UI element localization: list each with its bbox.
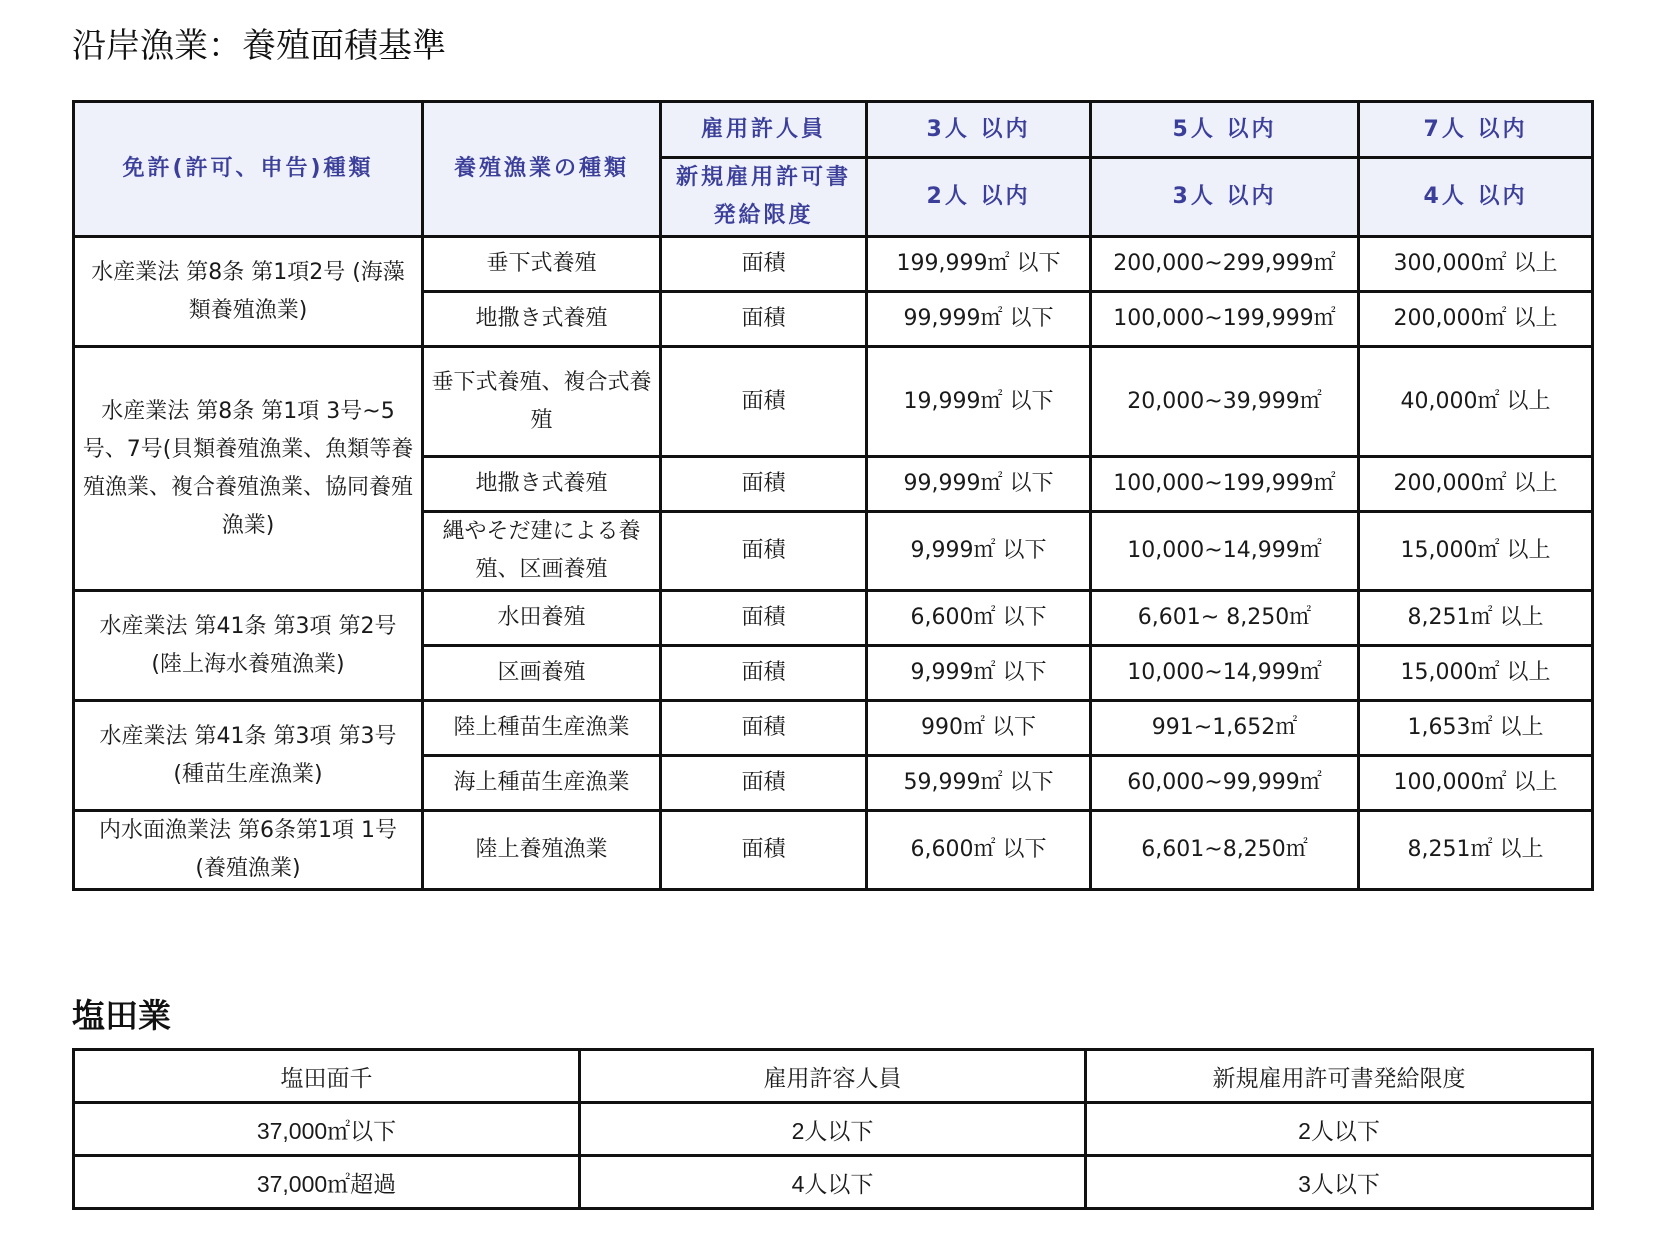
tier2-value: 6,601~8,250㎡: [1091, 811, 1359, 890]
header-employ-limit: 雇用許人員: [661, 102, 867, 158]
type-cell: 地撒き式養殖: [423, 292, 661, 347]
tier1-value: 6,600㎡ 以下: [867, 811, 1091, 890]
header-tier3-employ: 7人 以内: [1359, 102, 1593, 158]
type-cell: 縄やそだ建による養殖、区画養殖: [423, 512, 661, 591]
type-cell: 海上種苗生産漁業: [423, 756, 661, 811]
tier2-value: 100,000~199,999㎡: [1091, 292, 1359, 347]
type-cell: 垂下式養殖: [423, 237, 661, 292]
area-cell: 37,000㎡超過: [74, 1156, 580, 1209]
tier2-value: 200,000~299,999㎡: [1091, 237, 1359, 292]
table-row: [74, 237, 1593, 292]
license-cell: 水産業法 第8条 第1項 3号~5号、7号(貝類養殖漁業、魚類等養殖漁業、複合養殖漁業、協同養殖漁業): [74, 347, 423, 591]
new-permit-cell: 2人以下: [1086, 1103, 1593, 1156]
header-license-type: 免許(許可、申告)種類: [74, 102, 423, 237]
measure-cell: 面積: [661, 237, 867, 292]
measure-cell: 面積: [661, 457, 867, 512]
tier1-value: 990㎡ 以下: [867, 701, 1091, 756]
type-cell: 地撒き式養殖: [423, 457, 661, 512]
type-cell: 水田養殖: [423, 591, 661, 646]
tier2-value: 6,601~ 8,250㎡: [1091, 591, 1359, 646]
section-title-salt-field: 塩田業: [72, 996, 171, 1035]
new-permit-cell: 3人以下: [1086, 1156, 1593, 1209]
tier3-value: 1,653㎡ 以上: [1359, 701, 1593, 756]
tier3-value: 15,000㎡ 以上: [1359, 646, 1593, 701]
tier3-value: 200,000㎡ 以上: [1359, 457, 1593, 512]
header-tier2-employ: 5人 以内: [1091, 102, 1359, 158]
measure-cell: 面積: [661, 512, 867, 591]
table-row: [74, 701, 1593, 756]
employ-cell: 4人以下: [580, 1156, 1086, 1209]
header-new-permit-limit: 新規雇用許可書発給限度: [1086, 1050, 1593, 1103]
table-row: [74, 1103, 1593, 1156]
tier1-value: 59,999㎡ 以下: [867, 756, 1091, 811]
header-tier1-employ: 3人 以内: [867, 102, 1091, 158]
area-cell: 37,000㎡以下: [74, 1103, 580, 1156]
employ-cell: 2人以下: [580, 1103, 1086, 1156]
tier2-value: 20,000~39,999㎡: [1091, 347, 1359, 457]
measure-cell: 面積: [661, 646, 867, 701]
header-employ-allowed: 雇用許容人員: [580, 1050, 1086, 1103]
table-row: [74, 591, 1593, 646]
tier3-value: 200,000㎡ 以上: [1359, 292, 1593, 347]
measure-cell: 面積: [661, 347, 867, 457]
tier2-value: 991~1,652㎡: [1091, 701, 1359, 756]
aquaculture-area-table: [72, 100, 1594, 891]
type-cell: 陸上種苗生産漁業: [423, 701, 661, 756]
license-cell: 水産業法 第41条 第3項 第3号 (種苗生産漁業): [74, 701, 423, 811]
type-cell: 垂下式養殖、複合式養殖: [423, 347, 661, 457]
tier3-value: 15,000㎡ 以上: [1359, 512, 1593, 591]
tier1-value: 199,999㎡ 以下: [867, 237, 1091, 292]
header-aquaculture-type: 養殖漁業の種類: [423, 102, 661, 237]
measure-cell: 面積: [661, 591, 867, 646]
salt-field-table: [72, 1048, 1594, 1210]
tier2-value: 10,000~14,999㎡: [1091, 512, 1359, 591]
tier1-value: 9,999㎡ 以下: [867, 512, 1091, 591]
tier3-value: 300,000㎡ 以上: [1359, 237, 1593, 292]
header-tier2-new: 3人 以内: [1091, 158, 1359, 237]
tier1-value: 6,600㎡ 以下: [867, 591, 1091, 646]
tier3-value: 100,000㎡ 以上: [1359, 756, 1593, 811]
tier3-value: 8,251㎡ 以上: [1359, 591, 1593, 646]
tier2-value: 100,000~199,999㎡: [1091, 457, 1359, 512]
tier3-value: 8,251㎡ 以上: [1359, 811, 1593, 890]
type-cell: 陸上養殖漁業: [423, 811, 661, 890]
tier2-value: 10,000~14,999㎡: [1091, 646, 1359, 701]
tier2-value: 60,000~99,999㎡: [1091, 756, 1359, 811]
table-row: [74, 811, 1593, 890]
table-row: [74, 347, 1593, 457]
license-cell: 水産業法 第41条 第3項 第2号 (陸上海水養殖漁業): [74, 591, 423, 701]
table-header-row: [74, 1050, 1593, 1103]
license-cell: 水産業法 第8条 第1項2号 (海藻類養殖漁業): [74, 237, 423, 347]
table-row: [74, 1156, 1593, 1209]
header-new-permit-limit: 新規雇用許可書発給限度: [661, 158, 867, 237]
measure-cell: 面積: [661, 756, 867, 811]
tier1-value: 99,999㎡ 以下: [867, 292, 1091, 347]
section-title-coastal: 沿岸漁業：養殖面積基準: [72, 26, 446, 66]
tier1-value: 99,999㎡ 以下: [867, 457, 1091, 512]
header-tier1-new: 2人 以内: [867, 158, 1091, 237]
tier1-value: 19,999㎡ 以下: [867, 347, 1091, 457]
measure-cell: 面積: [661, 701, 867, 756]
type-cell: 区画養殖: [423, 646, 661, 701]
tier1-value: 9,999㎡ 以下: [867, 646, 1091, 701]
license-cell: 内水面漁業法 第6条第1項 1号 (養殖漁業): [74, 811, 423, 890]
tier3-value: 40,000㎡ 以上: [1359, 347, 1593, 457]
measure-cell: 面積: [661, 292, 867, 347]
measure-cell: 面積: [661, 811, 867, 890]
header-salt-field-area: 塩田面千: [74, 1050, 580, 1103]
header-tier3-new: 4人 以内: [1359, 158, 1593, 237]
